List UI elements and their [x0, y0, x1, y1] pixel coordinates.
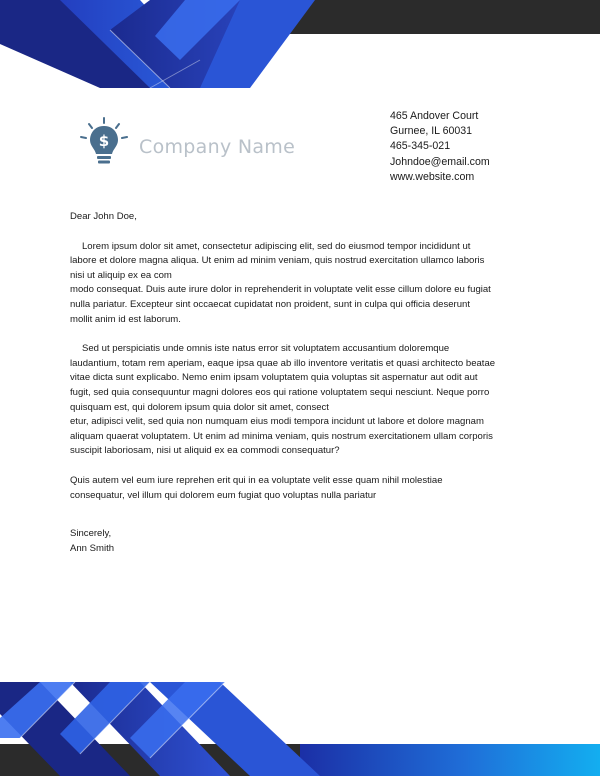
- top-ribbon-decoration: [0, 0, 600, 92]
- paragraph-line: labore et dolore magna aliqua. Ut enim ad minim veniam, quis nostrud exercitation ullamco laboris: [70, 255, 485, 267]
- lightbulb-dollar-icon: [78, 116, 130, 168]
- contact-website: www.website.com: [390, 170, 475, 183]
- paragraph-line: laudantium, totam rem aperiam, eaque ipsa quae ab illo inventore veritatis et quasi architecto beatae: [70, 357, 496, 369]
- closing: Sincerely,: [70, 528, 112, 540]
- paragraph-line: Lorem ipsum dolor sit amet, consectetur adipiscing elit, sed do eiusmod tempor incididunt ut: [82, 240, 471, 252]
- paragraph-1: [70, 240, 532, 328]
- signature-name: Ann Smith: [70, 542, 115, 554]
- paragraph-line: suscipit laboriosam, nisi ut aliquid ex ea commodi consequatur?: [70, 445, 340, 457]
- paragraph-line: consequatur, vel illum qui dolorem eum fugiat quo voluptas nulla pariatur: [70, 489, 377, 501]
- paragraph-line: nisi ut aliquip ex ea com: [70, 269, 172, 281]
- bottom-gradient-band: [300, 744, 600, 776]
- paragraph-line: etur, adipisci velit, sed quia non numquam eius modi tempora incidunt ut labore et dolore magnam: [70, 416, 484, 428]
- paragraph-line: quisquam est, qui dolorem ipsum quia dolor sit amet, consect: [70, 401, 329, 413]
- contact-city: Gurnee, IL 60031: [390, 125, 473, 138]
- top-dark-band: [290, 0, 600, 34]
- svg-text:$: $: [98, 132, 110, 150]
- salutation: Dear John Doe,: [70, 211, 137, 222]
- paragraph-line: Sed ut perspiciatis unde omnis iste natus error sit voluptatem accusantium doloremque: [82, 343, 450, 355]
- contact-phone: 465-345-021: [390, 140, 451, 153]
- company-logo: [78, 116, 318, 172]
- contact-street: 465 Andover Court: [390, 110, 479, 122]
- paragraph-3: [70, 474, 532, 503]
- letter-body: [70, 210, 532, 556]
- paragraph-line: mollit anim id est laborum.: [70, 313, 181, 325]
- paragraph-line: Quis autem vel eum iure reprehen erit qui in ea voluptate velit esse quam nihil molestiae: [70, 474, 443, 486]
- paragraph-line: nulla pariatur. Excepteur sint occaecat cupidatat non proident, sunt in culpa qui officia deserunt: [70, 298, 470, 310]
- paragraph-line: aliquam quaerat voluptatem. Ut enim ad minima veniam, quis nostrum exercitationem ullam corporis: [70, 430, 493, 442]
- paragraph-line: fugit, sed quia consequuntur magni dolores eos qui ratione voluptatem sequi nesciunt. Neque porro: [70, 386, 490, 398]
- paragraph-line: modo consequat. Duis aute irure dolor in reprehenderit in voluptate velit esse cillum dolore eu fugiat: [70, 284, 491, 296]
- bottom-ribbon-decoration: [0, 678, 600, 776]
- contact-email: Johndoe@email.com: [390, 155, 490, 168]
- company-name: Company Name: [139, 136, 296, 158]
- paragraph-2: [70, 342, 532, 459]
- contact-block: [390, 109, 590, 185]
- paragraph-line: vitae dicta sunt explicabo. Nemo enim ipsam voluptatem quia voluptas sit aspernatur aut odit aut: [70, 372, 478, 384]
